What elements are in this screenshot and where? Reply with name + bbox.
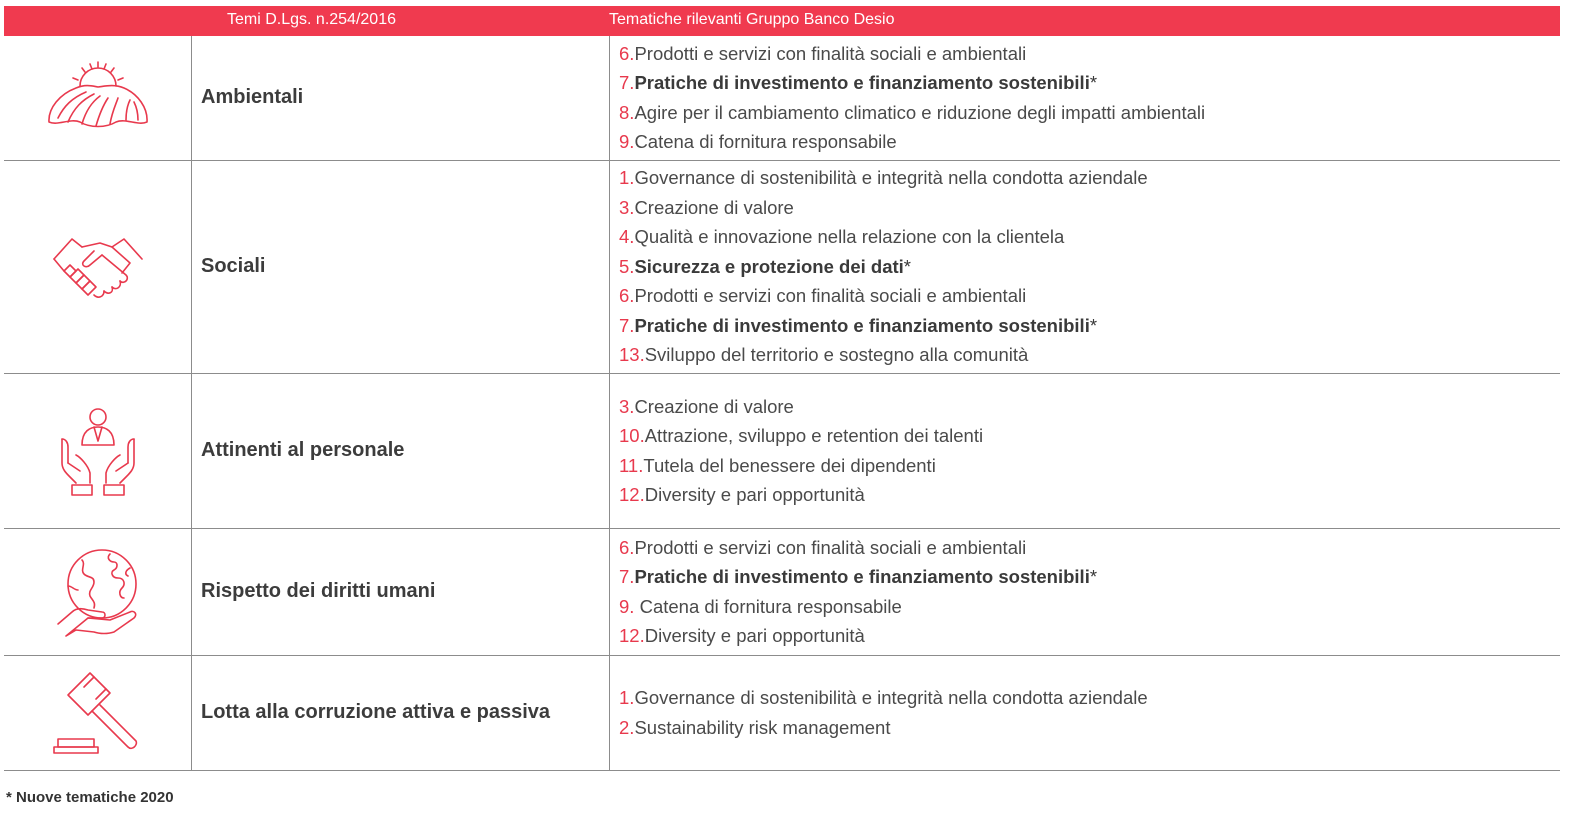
list-item xyxy=(619,421,1560,451)
topic-text: Governance di sostenibilità e integrità nella condotta aziendale xyxy=(634,167,1148,189)
topic-text: Tutela del benessere dei dipendenti xyxy=(643,454,936,476)
list-item xyxy=(619,163,1560,193)
list-item xyxy=(619,68,1560,98)
topic-number: 11. xyxy=(619,454,644,476)
topic-text: Sustainability risk management xyxy=(634,716,891,738)
list-item xyxy=(619,621,1560,651)
person-in-hands-icon xyxy=(4,405,191,497)
icon-cell xyxy=(4,160,192,373)
theme-label: Ambientali xyxy=(192,36,610,160)
list-item xyxy=(619,480,1560,510)
list-item xyxy=(619,592,1560,622)
topics-cell xyxy=(610,528,1561,655)
topic-text: Prodotti e servizi con finalità sociali e ambientali xyxy=(634,285,1027,307)
list-item xyxy=(619,127,1560,157)
icon-cell xyxy=(4,373,192,528)
topic-text: Prodotti e servizi con finalità sociali e ambientali xyxy=(634,536,1027,558)
list-item xyxy=(619,683,1560,713)
list-item xyxy=(619,252,1560,282)
materiality-table-page xyxy=(4,6,1560,771)
table-row xyxy=(4,160,1560,373)
topic-text: Diversity e pari opportunità xyxy=(644,625,865,646)
theme-label: Sociali xyxy=(192,160,610,373)
topic-text: Pratiche di investimento e finanziamento sostenibili xyxy=(634,566,1090,587)
header-col-topics: Tematiche rilevanti Gruppo Banco Desio xyxy=(609,11,895,28)
topic-number: 12. xyxy=(619,484,645,505)
icon-cell xyxy=(4,528,192,655)
list-item xyxy=(619,193,1560,223)
topic-number: 3. xyxy=(619,196,635,218)
topic-number: 1. xyxy=(619,687,635,708)
list-item xyxy=(619,222,1560,252)
topic-text: Prodotti e servizi con finalità sociali e ambientali xyxy=(634,42,1027,64)
topic-number: 9. xyxy=(619,131,635,153)
topic-text: Qualità e innovazione nella relazione con la clientela xyxy=(634,226,1065,248)
topic-number: 13. xyxy=(619,344,645,366)
topic-text: Pratiche di investimento e finanziamento sostenibili xyxy=(634,72,1090,94)
topic-text: Diversity e pari opportunità xyxy=(644,484,865,505)
theme-label: Lotta alla corruzione attiva e passiva xyxy=(192,655,610,770)
new-topic-marker: * xyxy=(1089,314,1098,336)
icon-cell xyxy=(4,36,192,160)
topic-number: 6. xyxy=(619,285,635,307)
theme-label: Rispetto dei diritti umani xyxy=(192,528,610,655)
topic-number: 6. xyxy=(619,536,635,558)
topics-cell xyxy=(610,373,1561,528)
handshake-icon xyxy=(4,229,191,305)
list-item xyxy=(619,451,1560,481)
list-item xyxy=(619,713,1560,743)
topic-text: Catena di fornitura responsabile xyxy=(634,595,902,617)
list-item xyxy=(619,281,1560,311)
theme-label: Attinenti al personale xyxy=(192,373,610,528)
gavel-icon xyxy=(4,671,191,755)
list-item xyxy=(619,39,1560,69)
themes-table xyxy=(4,36,1560,771)
topics-cell xyxy=(610,36,1561,160)
footnote: * Nuove tematiche 2020 xyxy=(6,789,174,806)
topic-text: Governance di sostenibilità e integrità nella condotta aziendale xyxy=(634,687,1148,708)
topic-number: 9. xyxy=(619,595,635,617)
topic-text: Catena di fornitura responsabile xyxy=(634,131,897,153)
table-header xyxy=(4,6,1560,36)
topic-number: 7. xyxy=(619,566,635,587)
header-col-themes: Temi D.Lgs. n.254/2016 xyxy=(227,11,396,28)
table-row xyxy=(4,528,1560,655)
topic-number: 8. xyxy=(619,101,635,123)
icon-cell xyxy=(4,655,192,770)
topics-cell xyxy=(610,655,1561,770)
landscape-sun-icon xyxy=(4,60,191,136)
table-row xyxy=(4,655,1560,770)
topic-text: Pratiche di investimento e finanziamento sostenibili xyxy=(634,314,1090,336)
list-item xyxy=(619,98,1560,128)
topic-number: 4. xyxy=(619,226,635,248)
topic-number: 2. xyxy=(619,716,635,738)
topic-text: Sviluppo del territorio e sostegno alla comunità xyxy=(644,344,1029,366)
table-row xyxy=(4,373,1560,528)
list-item xyxy=(619,311,1560,341)
topic-text: Attrazione, sviluppo e retention dei talenti xyxy=(644,425,984,446)
list-item xyxy=(619,392,1560,422)
topic-text: Sicurezza e protezione dei dati xyxy=(634,255,904,277)
list-item xyxy=(619,562,1560,592)
topic-number: 7. xyxy=(619,314,635,336)
topic-number: 6. xyxy=(619,42,635,64)
topics-cell xyxy=(610,160,1561,373)
topic-number: 12. xyxy=(619,625,645,646)
topic-text: Agire per il cambiamento climatico e riduzione degli impatti ambientali xyxy=(634,101,1206,123)
topic-number: 1. xyxy=(619,167,635,189)
topic-number: 10. xyxy=(619,425,645,446)
globe-in-hand-icon xyxy=(4,546,191,638)
new-topic-marker: * xyxy=(1089,72,1098,94)
new-topic-marker: * xyxy=(1089,566,1098,587)
list-item xyxy=(619,340,1560,370)
topic-number: 3. xyxy=(619,395,635,417)
new-topic-marker: * xyxy=(903,255,911,277)
topic-text: Creazione di valore xyxy=(634,395,794,417)
topic-number: 7. xyxy=(619,72,635,94)
table-row xyxy=(4,36,1560,160)
list-item xyxy=(619,533,1560,563)
topic-number: 5. xyxy=(619,255,635,277)
topic-text: Creazione di valore xyxy=(634,196,794,218)
